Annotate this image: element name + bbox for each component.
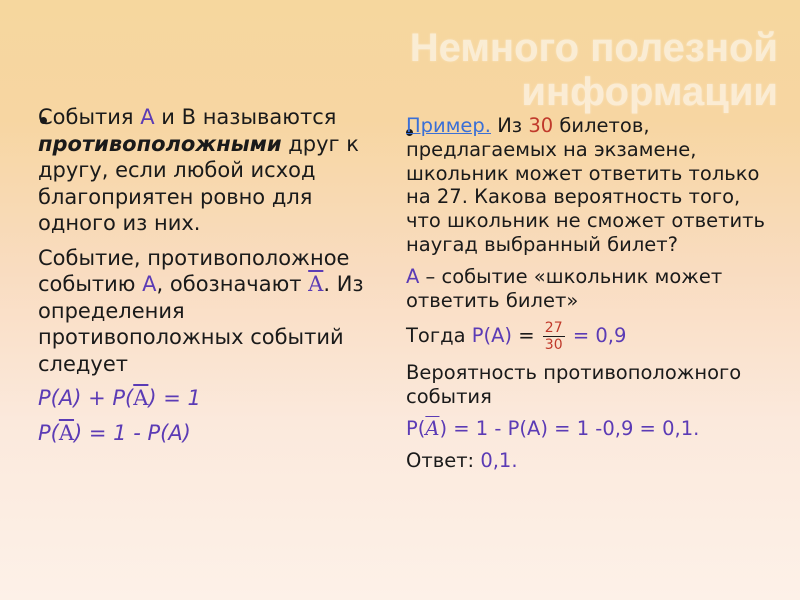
- fraction: [543, 320, 565, 353]
- example-text: Из: [491, 114, 529, 137]
- event-text: – событие «школьник может ответить билет»: [406, 264, 723, 312]
- formula-part: P(: [38, 420, 59, 445]
- opposite-text: Вероятность противоположного события: [406, 361, 742, 409]
- answer-value: 0,1.: [480, 448, 518, 472]
- number-30: 30: [528, 114, 554, 137]
- notation-text: Событие, противоположное событию: [38, 245, 350, 296]
- result: = 0,9: [566, 324, 627, 348]
- example-link[interactable]: Пример.: [406, 114, 491, 137]
- formula-part: P(A) + P(: [38, 386, 134, 410]
- a-bar: $\overline{A}$: [133, 386, 149, 410]
- formula-part: ) = 1 - P(A) = 1 -0,9 = 0,1.: [439, 416, 700, 440]
- formula-sum: [38, 385, 378, 412]
- fraction-denominator: 30: [544, 337, 563, 354]
- answer-paragraph: [406, 449, 776, 473]
- notation-paragraph: [38, 245, 378, 378]
- probability-a: Р(А): [471, 324, 513, 348]
- example-text: билетов, предлагаемых на экзамене, школьник может ответить только на 27. Какова вероятность того, что школьник не сможет ответить наугад выбранный билет?: [406, 114, 766, 256]
- answer-label: Ответ:: [406, 448, 481, 472]
- slide-title: Немного полезной информации: [409, 26, 778, 114]
- left-column: [38, 104, 378, 454]
- right-column: [406, 114, 776, 481]
- definition-text: и В называются: [154, 105, 337, 129]
- equals: =: [512, 324, 541, 348]
- formula-part: ) = 1 - P(A): [74, 420, 191, 445]
- fraction-numerator: 27: [544, 320, 563, 337]
- event-a: А: [406, 264, 420, 288]
- a-bar: $\overline{A}$: [425, 416, 440, 440]
- formula-part: P(: [406, 416, 426, 440]
- event-a: А: [142, 272, 157, 296]
- then-paragraph: [406, 320, 776, 353]
- definition-paragraph: [38, 104, 378, 237]
- event-a-bar: $\overline{A}$: [308, 272, 324, 296]
- definition-text: друг к другу, если любой исход благоприятен ровно для одного из них.: [38, 131, 359, 235]
- event-paragraph: [406, 265, 776, 313]
- event-a: А: [140, 105, 155, 129]
- definition-text: События: [38, 105, 141, 129]
- opposite-formula: [406, 417, 776, 441]
- notation-text: . Из определения противоположных событий следует: [38, 272, 364, 376]
- example-paragraph: [406, 114, 776, 257]
- a-bar: $\overline{A}$: [58, 420, 75, 445]
- formula-complement: [38, 420, 378, 447]
- formula-part: ) = 1: [148, 386, 201, 410]
- then-text: Тогда: [406, 324, 472, 348]
- bold-term: противоположными: [38, 131, 282, 156]
- notation-text: , обозначают: [156, 272, 309, 296]
